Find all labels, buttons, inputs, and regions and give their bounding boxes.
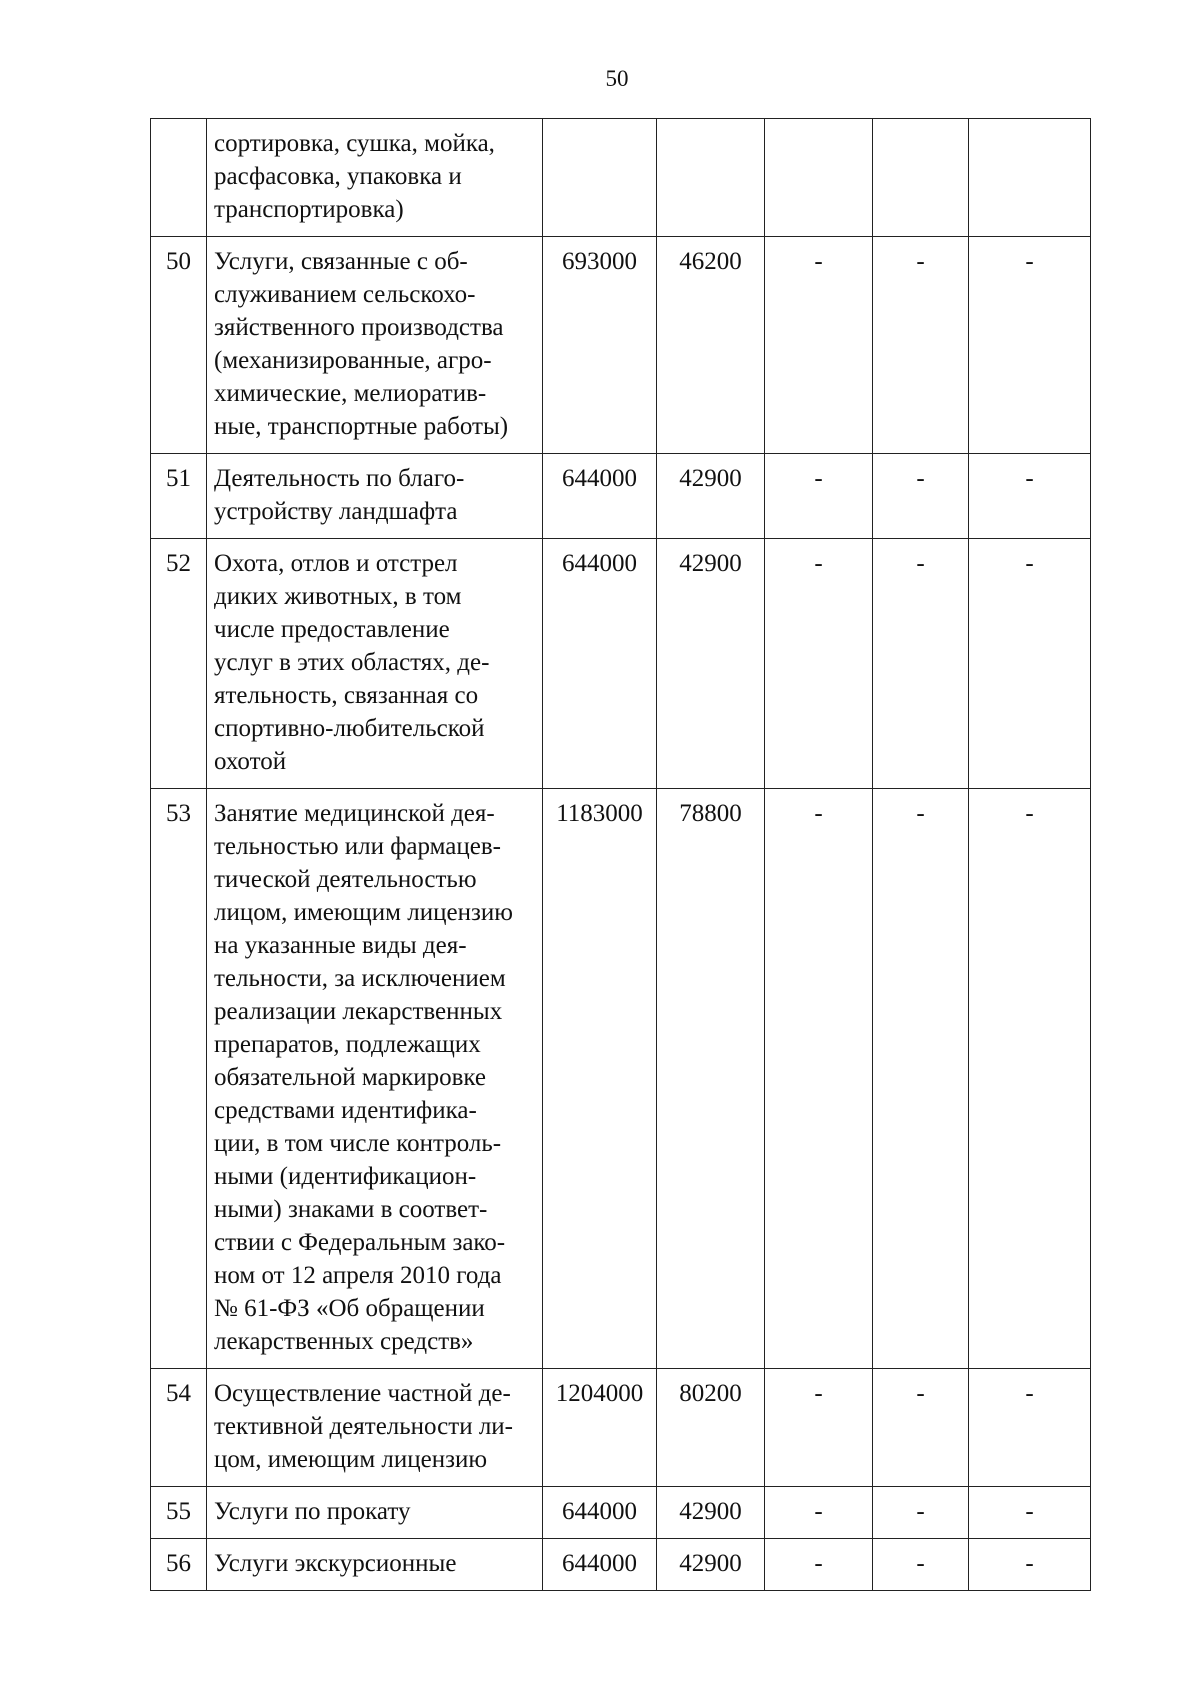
activities-table bbox=[150, 118, 1091, 1591]
value-cell-2: 42900 bbox=[657, 1539, 765, 1591]
value-cell-2: 46200 bbox=[657, 237, 765, 454]
table-row bbox=[151, 1369, 1091, 1487]
value-cell-2: 42900 bbox=[657, 539, 765, 789]
value-cell-4: - bbox=[873, 1539, 969, 1591]
table-row bbox=[151, 237, 1091, 454]
value-cell-3: - bbox=[765, 1369, 873, 1487]
value-cell-4: - bbox=[873, 789, 969, 1369]
row-number-cell: 54 bbox=[151, 1369, 207, 1487]
value-cell-4: - bbox=[873, 454, 969, 539]
value-cell-3: - bbox=[765, 539, 873, 789]
table-body bbox=[151, 119, 1091, 1591]
table-row bbox=[151, 1487, 1091, 1539]
value-cell-5: - bbox=[969, 237, 1091, 454]
row-number-cell: 51 bbox=[151, 454, 207, 539]
value-cell-3: - bbox=[765, 454, 873, 539]
value-cell-1: 1183000 bbox=[543, 789, 657, 1369]
value-cell-5 bbox=[969, 119, 1091, 237]
value-cell-4: - bbox=[873, 237, 969, 454]
value-cell-4 bbox=[873, 119, 969, 237]
value-cell-5: - bbox=[969, 1539, 1091, 1591]
table-row bbox=[151, 119, 1091, 237]
value-cell-1: 693000 bbox=[543, 237, 657, 454]
activity-description-cell: Услуги, связанные с об- служиванием сельскохо- зяйственного производства (механизированные, агро- химические, мелиоратив- ные, транспортные работы) bbox=[207, 237, 543, 454]
value-cell-5: - bbox=[969, 1487, 1091, 1539]
value-cell-1: 644000 bbox=[543, 1539, 657, 1591]
activity-description-cell: Деятельность по благо- устройству ландшафта bbox=[207, 454, 543, 539]
value-cell-4: - bbox=[873, 1369, 969, 1487]
value-cell-5: - bbox=[969, 1369, 1091, 1487]
row-number-cell: 52 bbox=[151, 539, 207, 789]
row-number-cell: 55 bbox=[151, 1487, 207, 1539]
value-cell-2: 42900 bbox=[657, 454, 765, 539]
value-cell-1: 644000 bbox=[543, 539, 657, 789]
value-cell-1: 644000 bbox=[543, 454, 657, 539]
value-cell-5: - bbox=[969, 539, 1091, 789]
value-cell-4: - bbox=[873, 539, 969, 789]
value-cell-3: - bbox=[765, 789, 873, 1369]
activity-description-cell: Охота, отлов и отстрел диких животных, в том числе предоставление услуг в этих областях, де- ятельность, связанная со спортивно-любительской охотой bbox=[207, 539, 543, 789]
row-number-cell bbox=[151, 119, 207, 237]
value-cell-1 bbox=[543, 119, 657, 237]
table-row bbox=[151, 1539, 1091, 1591]
row-number-cell: 50 bbox=[151, 237, 207, 454]
value-cell-3 bbox=[765, 119, 873, 237]
row-number-cell: 56 bbox=[151, 1539, 207, 1591]
value-cell-1: 1204000 bbox=[543, 1369, 657, 1487]
value-cell-2: 78800 bbox=[657, 789, 765, 1369]
value-cell-2: 42900 bbox=[657, 1487, 765, 1539]
activity-description-cell: Услуги экскурсионные bbox=[207, 1539, 543, 1591]
row-number-cell: 53 bbox=[151, 789, 207, 1369]
value-cell-1: 644000 bbox=[543, 1487, 657, 1539]
value-cell-3: - bbox=[765, 237, 873, 454]
table-row bbox=[151, 539, 1091, 789]
activity-description-cell: Осуществление частной де- тективной деятельности ли- цом, имеющим лицензию bbox=[207, 1369, 543, 1487]
activity-description-cell: Занятие медицинской дея- тельностью или фармацев- тической деятельностью лицом, имеющим лицензию на указанные виды дея- тельности, за исключением реализации лекарственных препаратов, подлежащих обязательной маркировке средствами идентифика- ции, в том числе контроль- ными (идентификацион- ными) знаками в соответ- ствии с Федеральным зако- ном от 12 апреля 2010 года № 61-ФЗ «Об обращении лекарственных средств» bbox=[207, 789, 543, 1369]
value-cell-2 bbox=[657, 119, 765, 237]
value-cell-3: - bbox=[765, 1487, 873, 1539]
value-cell-5: - bbox=[969, 789, 1091, 1369]
value-cell-4: - bbox=[873, 1487, 969, 1539]
value-cell-2: 80200 bbox=[657, 1369, 765, 1487]
table-row bbox=[151, 454, 1091, 539]
value-cell-5: - bbox=[969, 454, 1091, 539]
activity-description-cell: Услуги по прокату bbox=[207, 1487, 543, 1539]
activity-description-cell: сортировка, сушка, мойка, расфасовка, упаковка и транспортировка) bbox=[207, 119, 543, 237]
page-number: 50 bbox=[605, 66, 629, 91]
value-cell-3: - bbox=[765, 1539, 873, 1591]
table-row bbox=[151, 789, 1091, 1369]
